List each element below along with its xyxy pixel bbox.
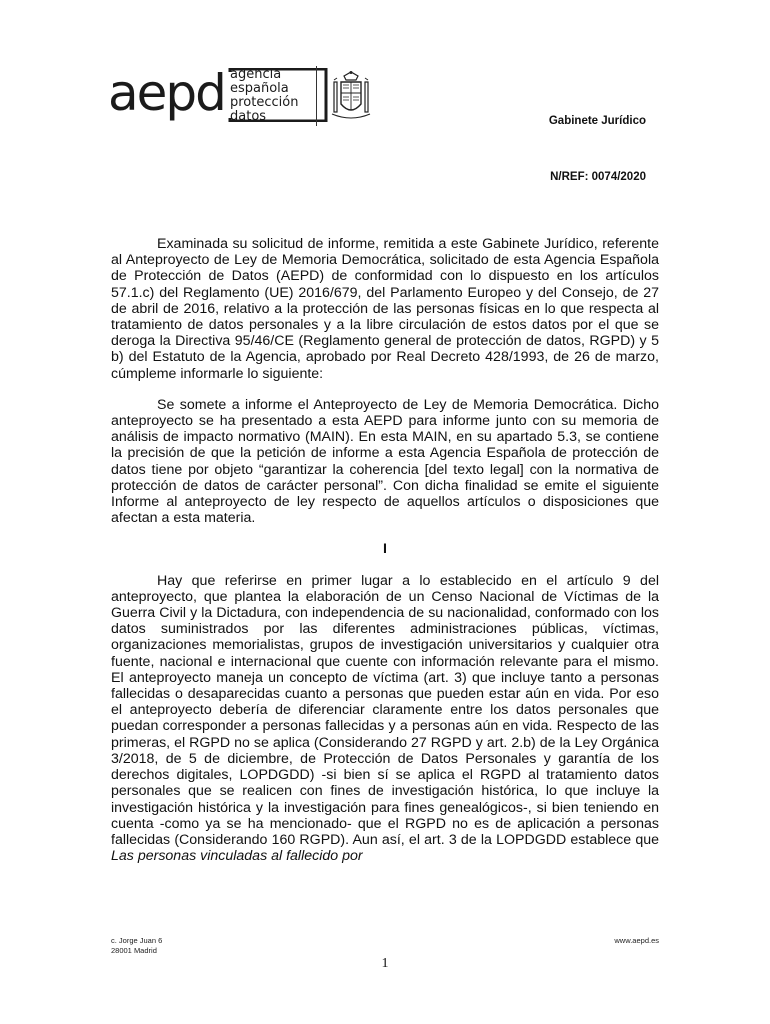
logo-line: española — [230, 81, 289, 96]
italic-quote: Las personas vinculadas al fallecido por — [111, 848, 363, 865]
logo-mark: aepd — [108, 64, 225, 122]
reference-number: N/REF: 0074/2020 — [550, 171, 646, 183]
spain-coat-of-arms-icon — [330, 70, 372, 124]
footer-website: www.aepd.es — [614, 936, 659, 945]
paragraph-introduction: Examinada su solicitud de informe, remitida a este Gabinete Jurídico, referente al Anteproyecto de Ley de Memoria Democrática, solicitado de esta Agencia Española de Protección de Datos (AEPD) de conformidad con lo dispuesto en los artículos 57.1.c) del Reglamento (UE) 2016/679, del Parlamento Europeo y del Consejo, de 27 de abril de 2016, relativo a la protección de las personas físicas en lo que respecta al tratamiento de datos personales y a la libre circulación de estos datos por el que se deroga la Directiva 95/46/CE (Reglamento general de protección de datos, RGPD) y 5 b) del Estatuto de la Agencia, aprobado por Real Decreto 428/1993, de 26 de marzo, cúmpleme informarle lo siguiente: — [111, 236, 659, 382]
logo-line: datos — [230, 109, 267, 124]
report-body — [111, 236, 659, 879]
footer-address — [111, 936, 162, 955]
address-line: 28001 Madrid — [111, 945, 157, 955]
aepd-logo — [108, 66, 378, 130]
logo-line: protección — [230, 95, 299, 110]
paragraph-text: Hay que referirse en primer lugar a lo establecido en el artículo 9 del anteproyecto, que plantea la elaboración de un Censo Nacional de Víctimas de la Guerra Civil y la Dictadura, con independencia de su nacionalidad, conformado con los datos suministrados por las diferentes administraciones públicas, víctimas, organizaciones memorialistas, grupos de investigación universitarios y cualquier otra fuente, nacional e internacional que cuente con información relevante para el mismo. El anteproyecto maneja un concepto de víctima (art. 3) que incluye tanto a personas fallecidas o desaparecidas cuanto a personas que pueden estar aún en vida. Por eso el anteproyecto debería de diferenciar claramente entre los datos personales que puedan corresponder a personas fallecidas y a personas aún en vida. Respecto de las primeras, el RGPD no se aplica (Considerando 27 RGPD y art. 2.b) de la Ley Orgánica 3/2018, de 5 de diciembre, de Protección de Datos Personales y garantía de los derechos digitales, LOPDGDD) -si bien sí se aplica el RGPD al tratamiento datos personales que se realicen con fines de investigación histórica, lo que incluye la investigación histórica y la investigación para fines genealógicos-, si bien teniendo en cuenta -como ya se ha mencionado- que el RGPD no es de aplicación a personas fallecidas (Considerando 160 RGPD). Aun así, el art. 3 de la LOPDGDD establece que — [111, 572, 659, 848]
paragraph-scope: Se somete a informe el Anteproyecto de Ley de Memoria Democrática. Dicho anteproyecto se ha presentado a esta AEPD para informe junto con su memoria de análisis de impacto normativo (MAIN). En esta MAIN, en su apartado 5.3, se contiene la precisión de que la petición de informe a esta Agencia Española de protección de datos tiene por objeto “garantizar la coherencia [del texto legal] con la normativa de protección de datos de carácter personal”. Con dicha finalidad se emite el siguiente Informe al anteproyecto de ley respecto de aquellos artículos o disposiciones que afectan a esta materia. — [111, 396, 659, 527]
paragraph-article-9 — [111, 573, 659, 865]
address-line: c. Jorge Juan 6 — [111, 936, 163, 945]
logo-divider — [316, 66, 317, 126]
logo-line: agencia — [230, 67, 282, 82]
section-heading: I — [383, 541, 387, 558]
department-label: Gabinete Jurídico — [548, 115, 646, 127]
logo-text — [230, 68, 298, 124]
page-number: 1 — [381, 956, 389, 971]
